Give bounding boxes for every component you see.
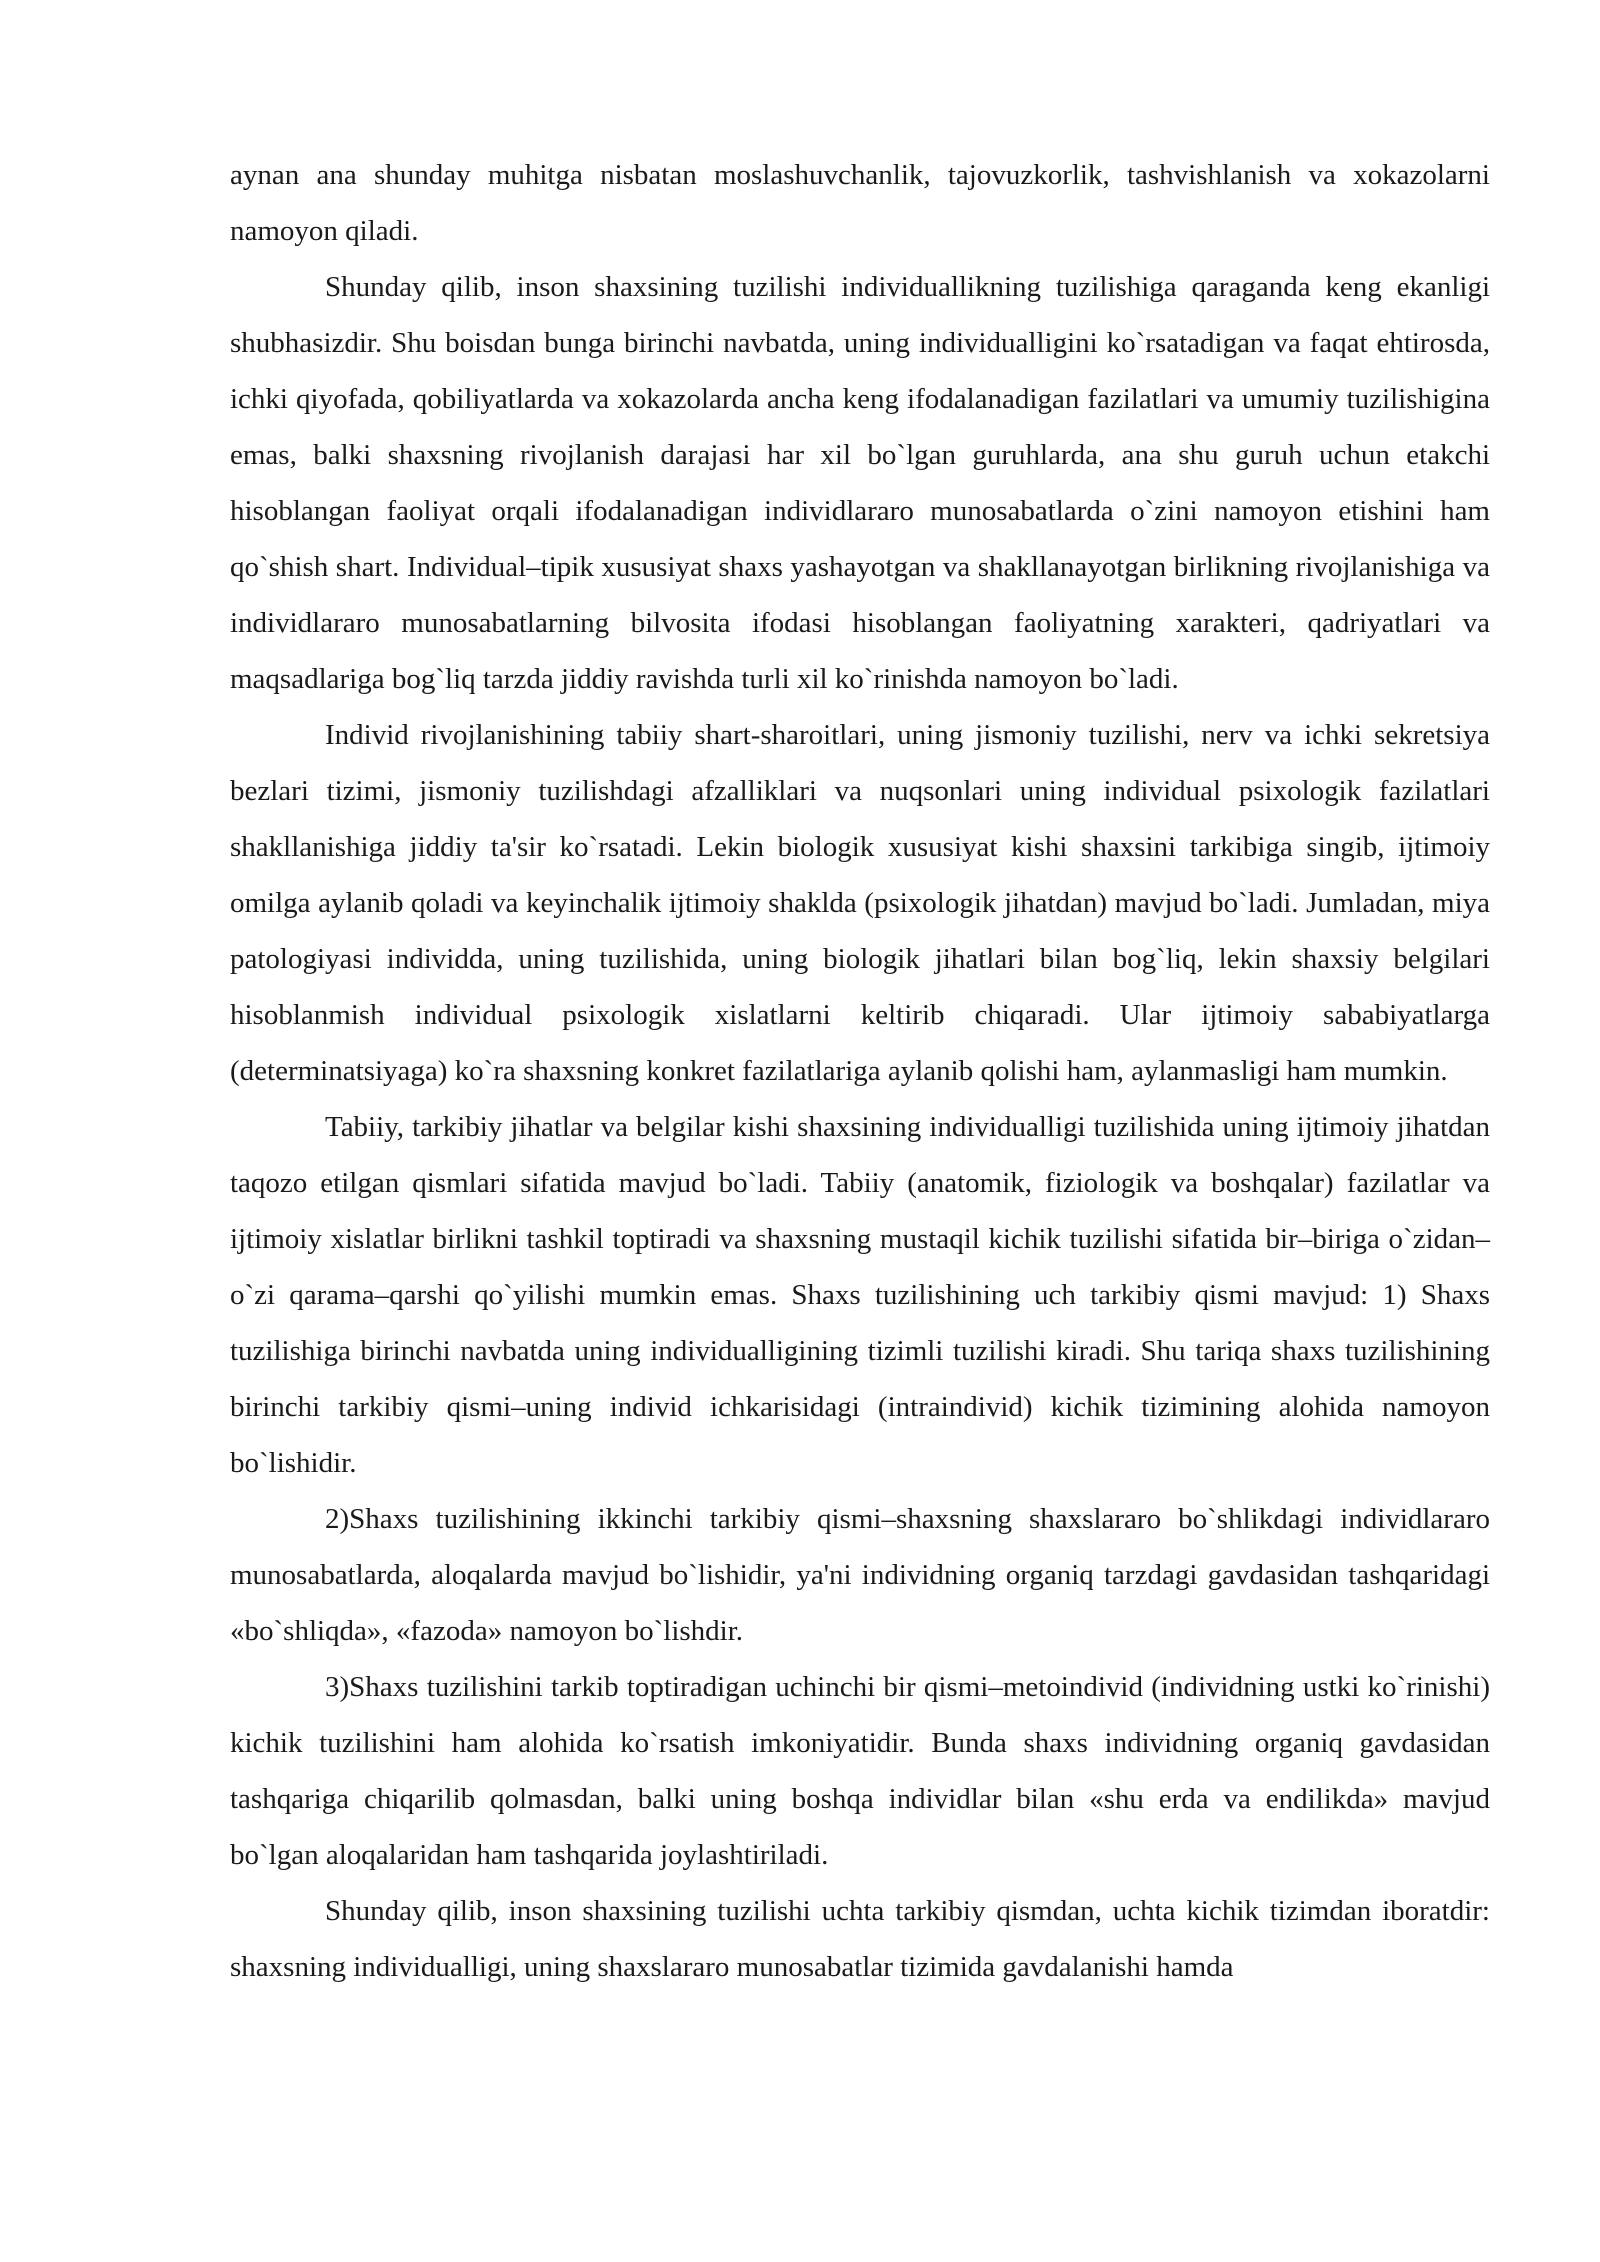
document-page xyxy=(230,147,1490,1995)
paragraph: Shunday qilib, inson shaxsining tuzilishi uchta tarkibiy qismdan, uchta kichik tizimdan iboratdir: shaxsning individualligi, uning shaxslararo munosabatlar tizimida gavdalanishi hamda xyxy=(230,1895,1490,1983)
paragraph-continuation: aynan ana shunday muhitga nisbatan moslashuvchanlik, tajovuzkorlik, tashvishlanish va xokazolarni namoyon qiladi. xyxy=(230,159,1490,247)
paragraph: 2)Shaxs tuzilishining ikkinchi tarkibiy qismi–shaxsning shaxslararo bo`shlikdagi individlararo munosabatlarda, aloqalarda mavjud bo`lishidir, ya'ni individning organiq tarzdagi gavdasidan tashqaridagi «bo`shliqda», «fazoda» namoyon bo`lishdir. xyxy=(230,1503,1490,1647)
paragraph: Tabiiy, tarkibiy jihatlar va belgilar kishi shaxsining individualligi tuzilishida uning ijtimoiy jihatdan taqozo etilgan qismlari sifatida mavjud bo`ladi. Tabiiy (anatomik, fiziologik va boshqalar) fazilatlar va ijtimoiy xislatlar birlikni tashkil toptiradi va shaxsning mustaqil kichik tuzilishi sifatida bir–biriga o`zidan–o`zi qarama–qarshi qo`yilishi mumkin emas. Shaxs tuzilishining uch tarkibiy qismi mavjud: 1) Shaxs tuzilishiga birinchi navbatda uning individualligining tizimli tuzilishi kiradi. Shu tariqa shaxs tuzilishining birinchi tarkibiy qismi–uning individ ichkarisidagi (intraindivid) kichik tizimining alohida namoyon bo`lishidir. xyxy=(230,1111,1490,1479)
paragraph: Shunday qilib, inson shaxsining tuzilishi individuallikning tuzilishiga qaraganda keng ekanligi shubhasizdir. Shu boisdan bunga birinchi navbatda, uning individualligini ko`rsatadigan va faqat ehtirosda, ichki qiyofada, qobiliyatlarda va xokazolarda ancha keng ifodalanadigan fazilatlari va umumiy tuzilishigina emas, balki shaxsning rivojlanish darajasi har xil bo`lgan guruhlarda, ana shu guruh uchun etakchi hisoblangan faoliyat orqali ifodalanadigan individlararo munosabatlarda o`zini namoyon etishini ham qo`shish shart. Individual–tipik xususiyat shaxs yashayotgan va shakllanayotgan birlikning rivojlanishiga va individlararo munosabatlarning bilvosita ifodasi hisoblangan faoliyatning xarakteri, qadriyatlari va maqsadlariga bog`liq tarzda jiddiy ravishda turli xil ko`rinishda namoyon bo`ladi. xyxy=(230,271,1490,695)
paragraph: 3)Shaxs tuzilishini tarkib toptiradigan uchinchi bir qismi–metoindivid (individning ustki ko`rinishi) kichik tuzilishini ham alohida ko`rsatish imkoniyatidir. Bunda shaxs individning organiq gavdasidan tashqariga chiqarilib qolmasdan, balki uning boshqa individlar bilan «shu erda va endilikda» mavjud bo`lgan aloqalaridan ham tashqarida joylashtiriladi. xyxy=(230,1671,1490,1871)
paragraph: Individ rivojlanishining tabiiy shart-sharoitlari, uning jismoniy tuzilishi, nerv va ichki sekretsiya bezlari tizimi, jismoniy tuzilishdagi afzalliklari va nuqsonlari uning individual psixologik fazilatlari shakllanishiga jiddiy ta'sir ko`rsatadi. Lekin biologik xususiyat kishi shaxsini tarkibiga singib, ijtimoiy omilga aylanib qoladi va keyinchalik ijtimoiy shaklda (psixologik jihatdan) mavjud bo`ladi. Jumladan, miya patologiyasi individda, uning tuzilishida, uning biologik jihatlari bilan bog`liq, lekin shaxsiy belgilari hisoblanmish individual psixologik xislatlarni keltirib chiqaradi. Ular ijtimoiy sababiyatlarga (determinatsiyaga) ko`ra shaxsning konkret fazilatlariga aylanib qolishi ham, aylanmasligi ham mumkin. xyxy=(230,719,1490,1087)
